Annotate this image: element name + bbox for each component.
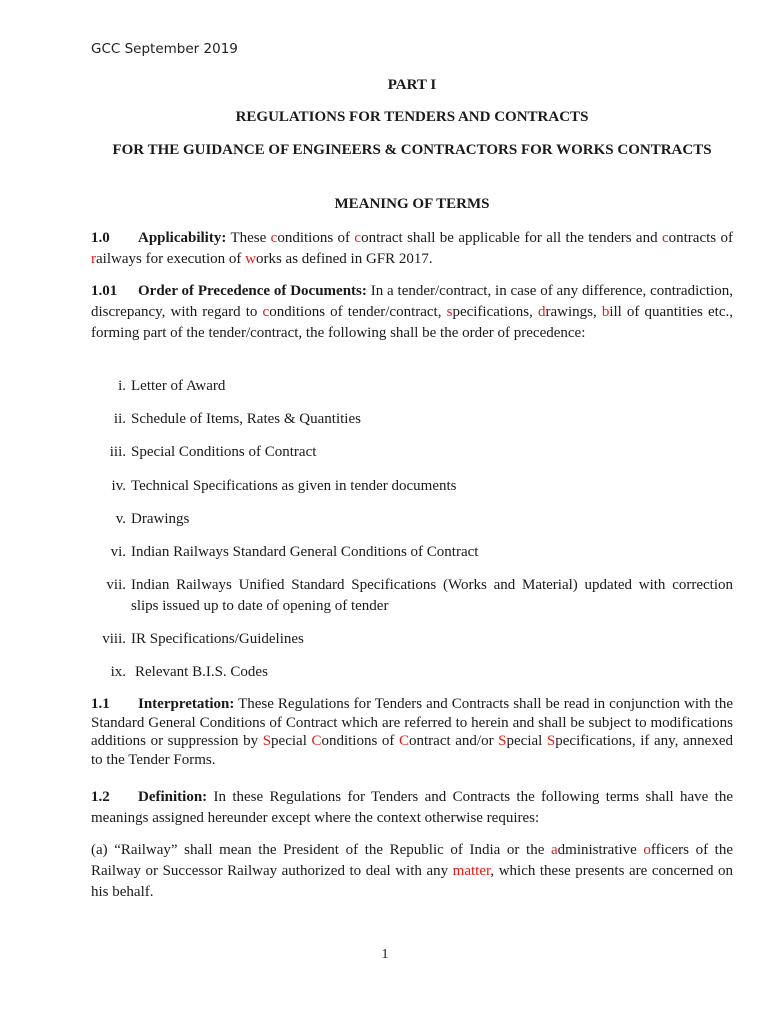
list-text: Indian Railways Standard General Conditions of Contract [131, 544, 479, 560]
list-item [91, 376, 733, 397]
clause-text: pecial [506, 733, 547, 749]
clause-text: ailways for execution of [96, 251, 246, 267]
clause-text: pecial [271, 733, 312, 749]
list-item [91, 442, 733, 463]
clause-text: ontract shall be applicable for all the tenders and [361, 230, 662, 246]
list-item [91, 542, 733, 563]
clause-number: 1.0 [91, 230, 110, 246]
highlight: a [550, 842, 558, 858]
clause-text: ill of quantities etc., forming part of the tender/contract, the following shall be the order of precedence: [91, 304, 733, 341]
clause-label: Interpretation: [138, 696, 235, 712]
clause-text: In these Regulations for Tenders and Contracts the following terms shall have the meanings assigned hereunder except where the context otherwise requires: [91, 789, 733, 826]
list-number: vii. [106, 577, 126, 593]
part-heading: PART I [387, 77, 437, 93]
clause-text: In a tender/contract, in case of any difference, contradiction, discrepancy, with regard to [91, 283, 733, 320]
list-item [91, 629, 733, 650]
list-number: vi. [110, 544, 126, 560]
list-text: Drawings [131, 511, 190, 527]
clause-number: 1.1 [91, 696, 110, 712]
clause-text: orks as defined in GFR 2017. [255, 251, 433, 267]
clause-text: fficers of the Railway or Successor Railway authorized to deal with any [91, 842, 733, 879]
highlight: c [270, 230, 278, 246]
list-text: Schedule of Items, Rates & Quantities [131, 411, 361, 427]
list-number: viii. [102, 631, 126, 647]
highlight: matter [452, 863, 491, 879]
clause-text: ontract and/or [409, 733, 499, 749]
list-item [91, 575, 733, 617]
list-item [91, 409, 733, 430]
clause-label: Applicability: [138, 230, 227, 246]
clause-label: Order of Precedence of Documents: [138, 283, 367, 299]
list-number: iii. [109, 444, 126, 460]
page-number: 1 [381, 947, 389, 962]
list-text: IR Specifications/Guidelines [131, 631, 304, 647]
clause-text: (a) “Railway” shall mean the President of the Republic of India or the [91, 842, 551, 858]
list-number: v. [115, 511, 126, 527]
highlight: C [399, 733, 410, 749]
clause-text: onditions of [321, 733, 399, 749]
highlight: d [537, 304, 546, 320]
list-text: Letter of Award [131, 378, 226, 394]
list-item [91, 509, 733, 530]
highlight: s [446, 304, 453, 320]
clause-1-2 [91, 787, 733, 829]
clause-text: onditions of tender/contract, [269, 304, 447, 320]
highlight: c [354, 230, 362, 246]
clause-text: ontracts of [668, 230, 733, 246]
list-number: iv. [111, 478, 126, 494]
document-subtitle: FOR THE GUIDANCE OF ENGINEERS & CONTRACTORS FOR WORKS CONTRACTS [112, 142, 712, 158]
clause-text: pecifications, [452, 304, 538, 320]
highlight: c [661, 230, 669, 246]
clause-1-0 [91, 228, 733, 270]
clause-text: pecifications, if any, annexed to the Tender Forms. [91, 733, 733, 768]
clause-1-2-a [91, 840, 733, 903]
list-number: ii. [113, 411, 126, 427]
list-text: Indian Railways Unified Standard Specifications (Works and Material) updated with correction slips issued up to date of opening of tender [131, 577, 733, 614]
clause-1-01 [91, 281, 733, 344]
list-text: Special Conditions of Contract [131, 444, 317, 460]
list-item [91, 662, 733, 683]
clause-number: 1.01 [91, 283, 118, 299]
list-text: Relevant B.I.S. Codes [135, 664, 268, 680]
highlight: c [262, 304, 270, 320]
list-text: Technical Specifications as given in tender documents [131, 478, 457, 494]
list-number: i. [118, 378, 126, 394]
clause-text: rawings, [545, 304, 602, 320]
clause-text: These Regulations for Tenders and Contracts shall be read in conjunction with the Standard General Conditions of Contract which are referred to herein and shall be subject to modifications additions or suppression by [91, 696, 733, 749]
list-item [91, 476, 733, 497]
clause-text: dministrative [557, 842, 644, 858]
clause-number: 1.2 [91, 789, 110, 805]
highlight: S [498, 733, 507, 749]
highlight: b [601, 304, 610, 320]
clause-text: onditions of [277, 230, 355, 246]
highlight: o [643, 842, 651, 858]
highlight: S [546, 733, 556, 749]
clause-text: These [226, 230, 271, 246]
highlight: w [245, 251, 256, 267]
highlight: S [262, 733, 272, 749]
section-heading: MEANING OF TERMS [334, 196, 490, 212]
highlight: r [91, 251, 96, 267]
running-header: GCC September 2019 [91, 41, 238, 57]
list-number: ix. [110, 664, 126, 680]
clause-1-1 [91, 695, 733, 769]
highlight: C [311, 733, 322, 749]
clause-label: Definition: [138, 789, 208, 805]
document-title: REGULATIONS FOR TENDERS AND CONTRACTS [235, 109, 589, 125]
clause-text: , which these presents are concerned on his behalf. [91, 863, 733, 900]
